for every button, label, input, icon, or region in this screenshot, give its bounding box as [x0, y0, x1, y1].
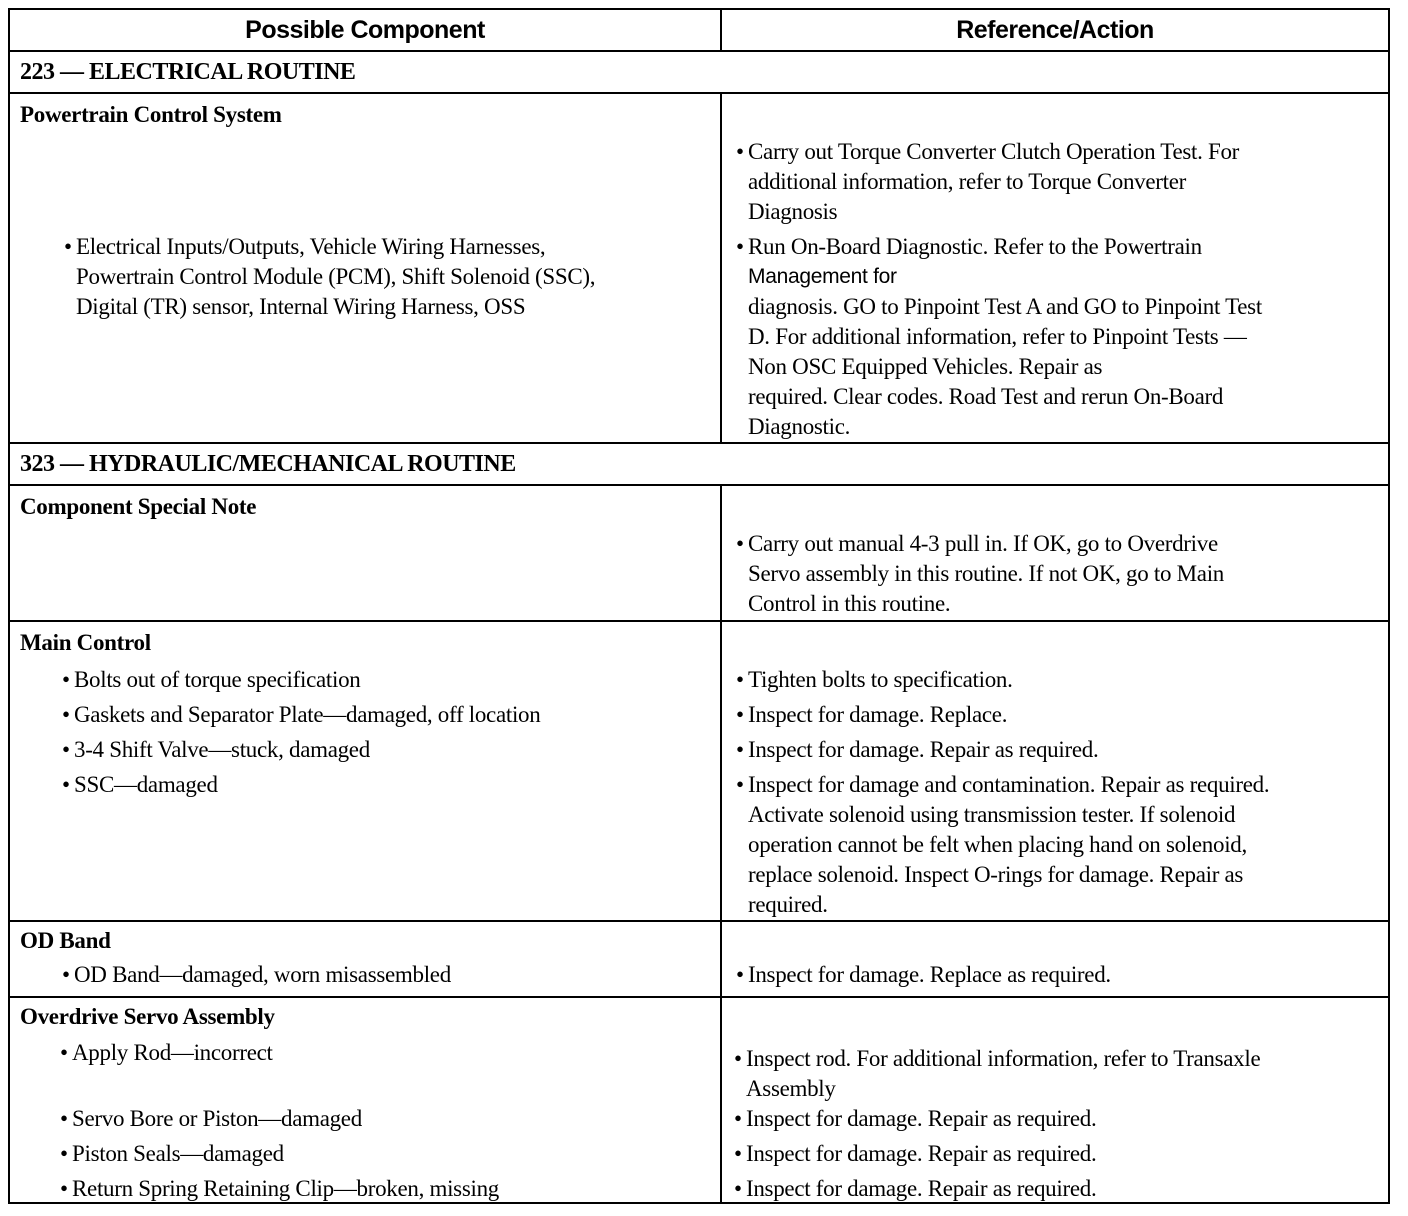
action-item-cont: Diagnostic.: [748, 414, 851, 439]
component-item: • Gaskets and Separator Plate—damaged, off location: [74, 700, 540, 730]
action-item-cont: diagnosis. GO to Pinpoint Test A and GO to Pinpoint Test: [748, 294, 1262, 319]
action-item-cont: required. Clear codes. Road Test and rerun On-Board: [748, 384, 1224, 409]
section-title-electrical: 223 — ELECTRICAL ROUTINE: [10, 50, 1388, 92]
diagnostic-table: [8, 8, 1390, 1204]
section-title-hydraulic-mechanical: 323 — HYDRAULIC/MECHANICAL ROUTINE: [10, 442, 1388, 484]
action-item: • Inspect for damage. Repair as required.: [748, 735, 1098, 765]
action-item: • Inspect for damage. Repair as required.: [746, 1174, 1096, 1204]
group-overdrive-servo-assembly: [10, 996, 1388, 1202]
component-item-cont: Powertrain Control Module (PCM), Shift Solenoid (SSC),: [76, 264, 596, 289]
component-item: • Bolts out of torque specification: [74, 665, 360, 695]
action-item: • Carry out Torque Converter Clutch Operation Test. For: [748, 137, 1239, 167]
component-item: • Piston Seals—damaged: [72, 1139, 284, 1169]
component-item: • Servo Bore or Piston—damaged: [72, 1104, 362, 1134]
action-item-cont: Assembly: [746, 1076, 836, 1101]
component-item: • Return Spring Retaining Clip—broken, missing: [72, 1174, 499, 1204]
group-component-special-note: [10, 484, 1388, 620]
component-item: • OD Band—damaged, worn misassembled: [74, 960, 451, 990]
action-item-cont: additional information, refer to Torque Converter: [748, 169, 1187, 194]
group-title: OD Band: [20, 928, 111, 953]
action-item: • Inspect for damage and contamination. Repair as required.: [748, 770, 1269, 800]
action-item: • Inspect for damage. Repair as required.: [746, 1139, 1096, 1169]
action-item: • Carry out manual 4-3 pull in. If OK, go to Overdrive: [748, 529, 1218, 559]
action-item-cont: replace solenoid. Inspect O-rings for damage. Repair as: [748, 862, 1244, 887]
group-main-control: [10, 620, 1388, 920]
action-item-cont: Control in this routine.: [748, 591, 951, 616]
component-item-cont: Digital (TR) sensor, Internal Wiring Harness, OSS: [76, 294, 526, 319]
action-item-cont: required.: [748, 892, 828, 917]
group-title: Component Special Note: [20, 494, 257, 519]
action-item-cont: Activate solenoid using transmission tester. If solenoid: [748, 802, 1236, 827]
header-reference-action: Reference/Action: [956, 16, 1154, 44]
component-item: • SSC—damaged: [74, 770, 218, 800]
group-title: Overdrive Servo Assembly: [20, 1004, 275, 1029]
group-powertrain-control-system: [10, 92, 1388, 442]
action-item: • Inspect for damage. Replace.: [748, 700, 1007, 730]
action-item-cont: Management for: [748, 265, 897, 288]
action-item: • Inspect for damage. Replace as required.: [748, 960, 1111, 990]
action-item-cont: D. For additional information, refer to Pinpoint Tests —: [748, 324, 1247, 349]
header-possible-component: Possible Component: [245, 16, 485, 44]
action-item: • Tighten bolts to specification.: [748, 665, 1013, 695]
component-item: • Apply Rod—incorrect: [72, 1038, 273, 1068]
action-item-cont: operation cannot be felt when placing hand on solenoid,: [748, 832, 1247, 857]
action-item-cont: Diagnosis: [748, 199, 838, 224]
action-item: • Run On-Board Diagnostic. Refer to the Powertrain: [748, 232, 1202, 262]
action-item: • Inspect rod. For additional information, refer to Transaxle: [746, 1044, 1260, 1074]
group-title: Main Control: [20, 630, 151, 655]
component-item: • Electrical Inputs/Outputs, Vehicle Wiring Harnesses,: [76, 232, 545, 262]
action-item: • Inspect for damage. Repair as required.: [746, 1104, 1096, 1134]
table-header: [10, 10, 1388, 50]
action-item-cont: Non OSC Equipped Vehicles. Repair as: [748, 354, 1103, 379]
component-item: • 3-4 Shift Valve—stuck, damaged: [74, 735, 370, 765]
action-item-cont: Servo assembly in this routine. If not OK, go to Main: [748, 561, 1224, 586]
group-od-band: [10, 920, 1388, 996]
group-title: Powertrain Control System: [20, 102, 282, 127]
